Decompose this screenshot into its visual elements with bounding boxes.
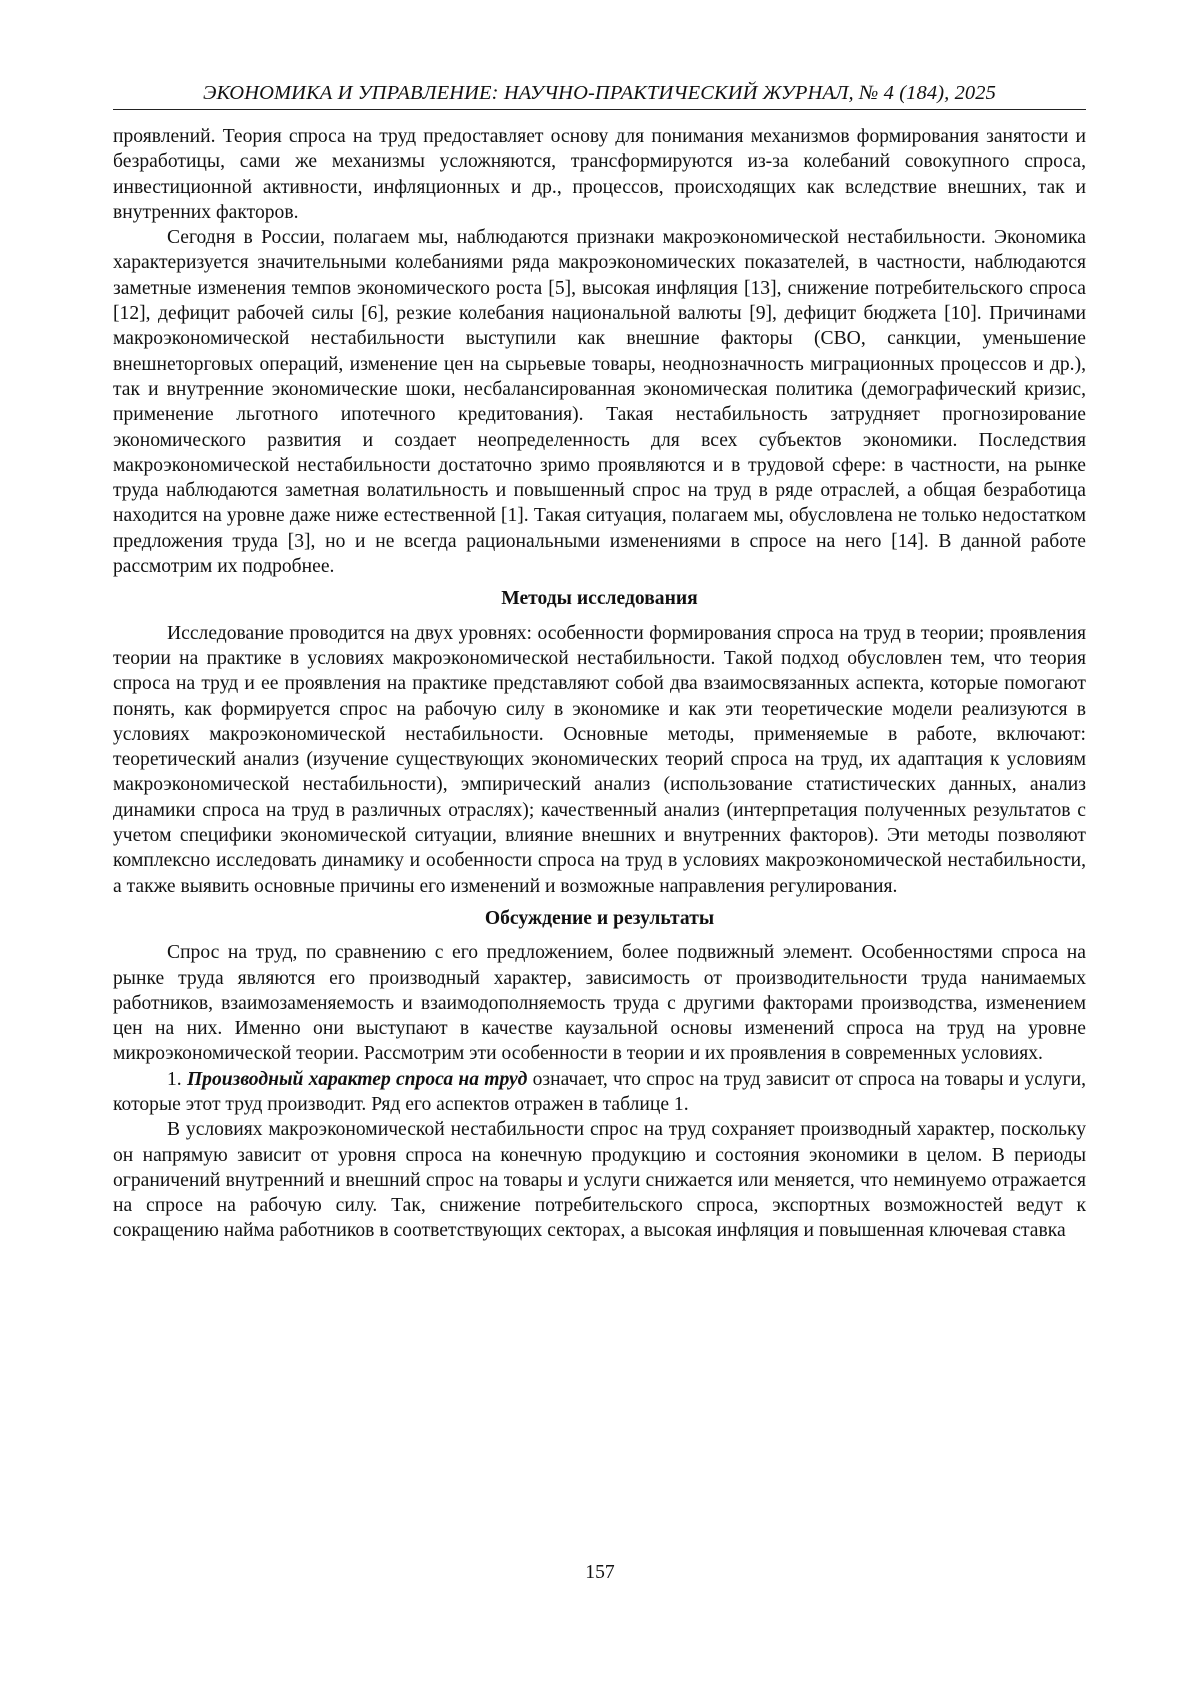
paragraph-continuation: проявлений. Теория спроса на труд предоставляет основу для понимания механизмов формирования занятости и безработицы, сами же механизмы усложняются, трансформируются из-за колебаний совокупного спроса, инвестиционной активности, инфляционных и др., процессов, происходящих как вследствие внешних, так и внутренних факторов. <box>113 126 1086 223</box>
article-body <box>113 124 1086 1244</box>
paragraph-derived-demand <box>113 1067 1086 1118</box>
list-number: 1. <box>167 1068 182 1090</box>
page <box>113 80 1086 1244</box>
paragraph-russia-instability: Сегодня в России, полагаем мы, наблюдаются признаки макроэкономической нестабильности. Экономика характеризуется значительными колебаниями ряда макроэкономических показателей, в частности, наблюдаются заметные изменения темпов экономического роста [5], высокая инфляция [13], снижение потребительского спроса [12], дефицит рабочей силы [6], резкие колебания национальной валюты [9], дефицит бюджета [10]. Причинами макроэкономической нестабильности выступили как внешние факторы (СВО, санкции, уменьшение внешнеторговых операций, изменение цен на сырьевые товары, неоднозначность миграционных процессов и др.), так и внутренние экономические шоки, несбалансированная экономическая политика (демографический кризис, применение льготного ипотечного кредитования). Такая нестабильность затрудняет прогнозирование экономического развития и создает неопределенность для всех субъектов экономики. Последствия макроэкономической нестабильности достаточно зримо проявляются и в трудовой сфере: в частности, на рынке труда наблюдаются заметная волатильность и повышенный спрос на труд в ряде отраслей, а общая безработица находится на уровне даже ниже естественной [1]. Такая ситуация, полагаем мы, обусловлена не только недостатком предложения труда [3], но и не всегда рациональными изменениями в спросе на него [14]. В данной работе рассмотрим их подробнее. <box>113 227 1086 578</box>
paragraph-labor-demand: Спрос на труд, по сравнению с его предложением, более подвижный элемент. Особенностями спроса на рынке труда являются его производный характер, зависимость от производительности труда нанимаемых работников, взаимозаменяемость и взаимодополняемость труда с другими факторами производства, изменением цен на них. Именно они выступают в качестве каузальной основы изменений спроса на труд на уровне микроэкономической теории. Рассмотрим эти особенности в теории и их проявления в современных условиях. <box>113 942 1086 1065</box>
bold-italic-term: Производный характер спроса на труд <box>186 1068 528 1090</box>
running-header: ЭКОНОМИКА И УПРАВЛЕНИЕ: НАУЧНО-ПРАКТИЧЕСКИЙ ЖУРНАЛ, № 4 (184), 2025 <box>113 80 1086 110</box>
paragraph-derived-demand-text: означает, что спрос на труд зависит от спроса на товары и услуги, которые этот труд производит. Ряд его аспектов отражен в таблице 1. <box>113 1068 1087 1115</box>
section-heading-methods: Методы исследования <box>501 588 698 610</box>
section-heading-discussion: Обсуждение и результаты <box>484 907 715 929</box>
paragraph-methods: Исследование проводится на двух уровнях: особенности формирования спроса на труд в теории; проявления теории на практике в условиях макроэкономической нестабильности. Такой подход обусловлен тем, что теория спроса на труд и ее проявления на практике представляют собой два взаимосвязанных аспекта, которые помогают понять, как формируется спрос на рабочую силу в экономике и как эти теоретические модели реализуются в условиях макроэкономической нестабильности. Основные методы, применяемые в работе, включают: теоретический анализ (изучение существующих экономических теорий спроса на труд, их адаптация к условиям макроэкономической нестабильности), эмпирический анализ (использование статистических данных, анализ динамики спроса на труд в различных отраслях); качественный анализ (интерпретация полученных результатов с учетом специфики экономической ситуации, влияние внешних и внутренних факторов). Эти методы позволяют комплексно исследовать динамику и особенности спроса на труд в условиях макроэкономической нестабильности, а также выявить основные причины его изменений и возможные направления регулирования. <box>113 622 1086 897</box>
page-number: 157 <box>585 1562 615 1583</box>
paragraph-instability-effects: В условиях макроэкономической нестабильности спрос на труд сохраняет производный характер, поскольку он напрямую зависит от уровня спроса на конечную продукцию и состояния экономики в целом. В периоды ограничений внутренний и внешний спрос на товары и услуги снижается или меняется, что неминуемо отражается на спросе на рабочую силу. Так, снижение потребительского спроса, экспортных возможностей ведут к сокращению найма работников в соответствующих секторах, а высокая инфляция и повышенная ключевая ставка <box>113 1119 1086 1242</box>
